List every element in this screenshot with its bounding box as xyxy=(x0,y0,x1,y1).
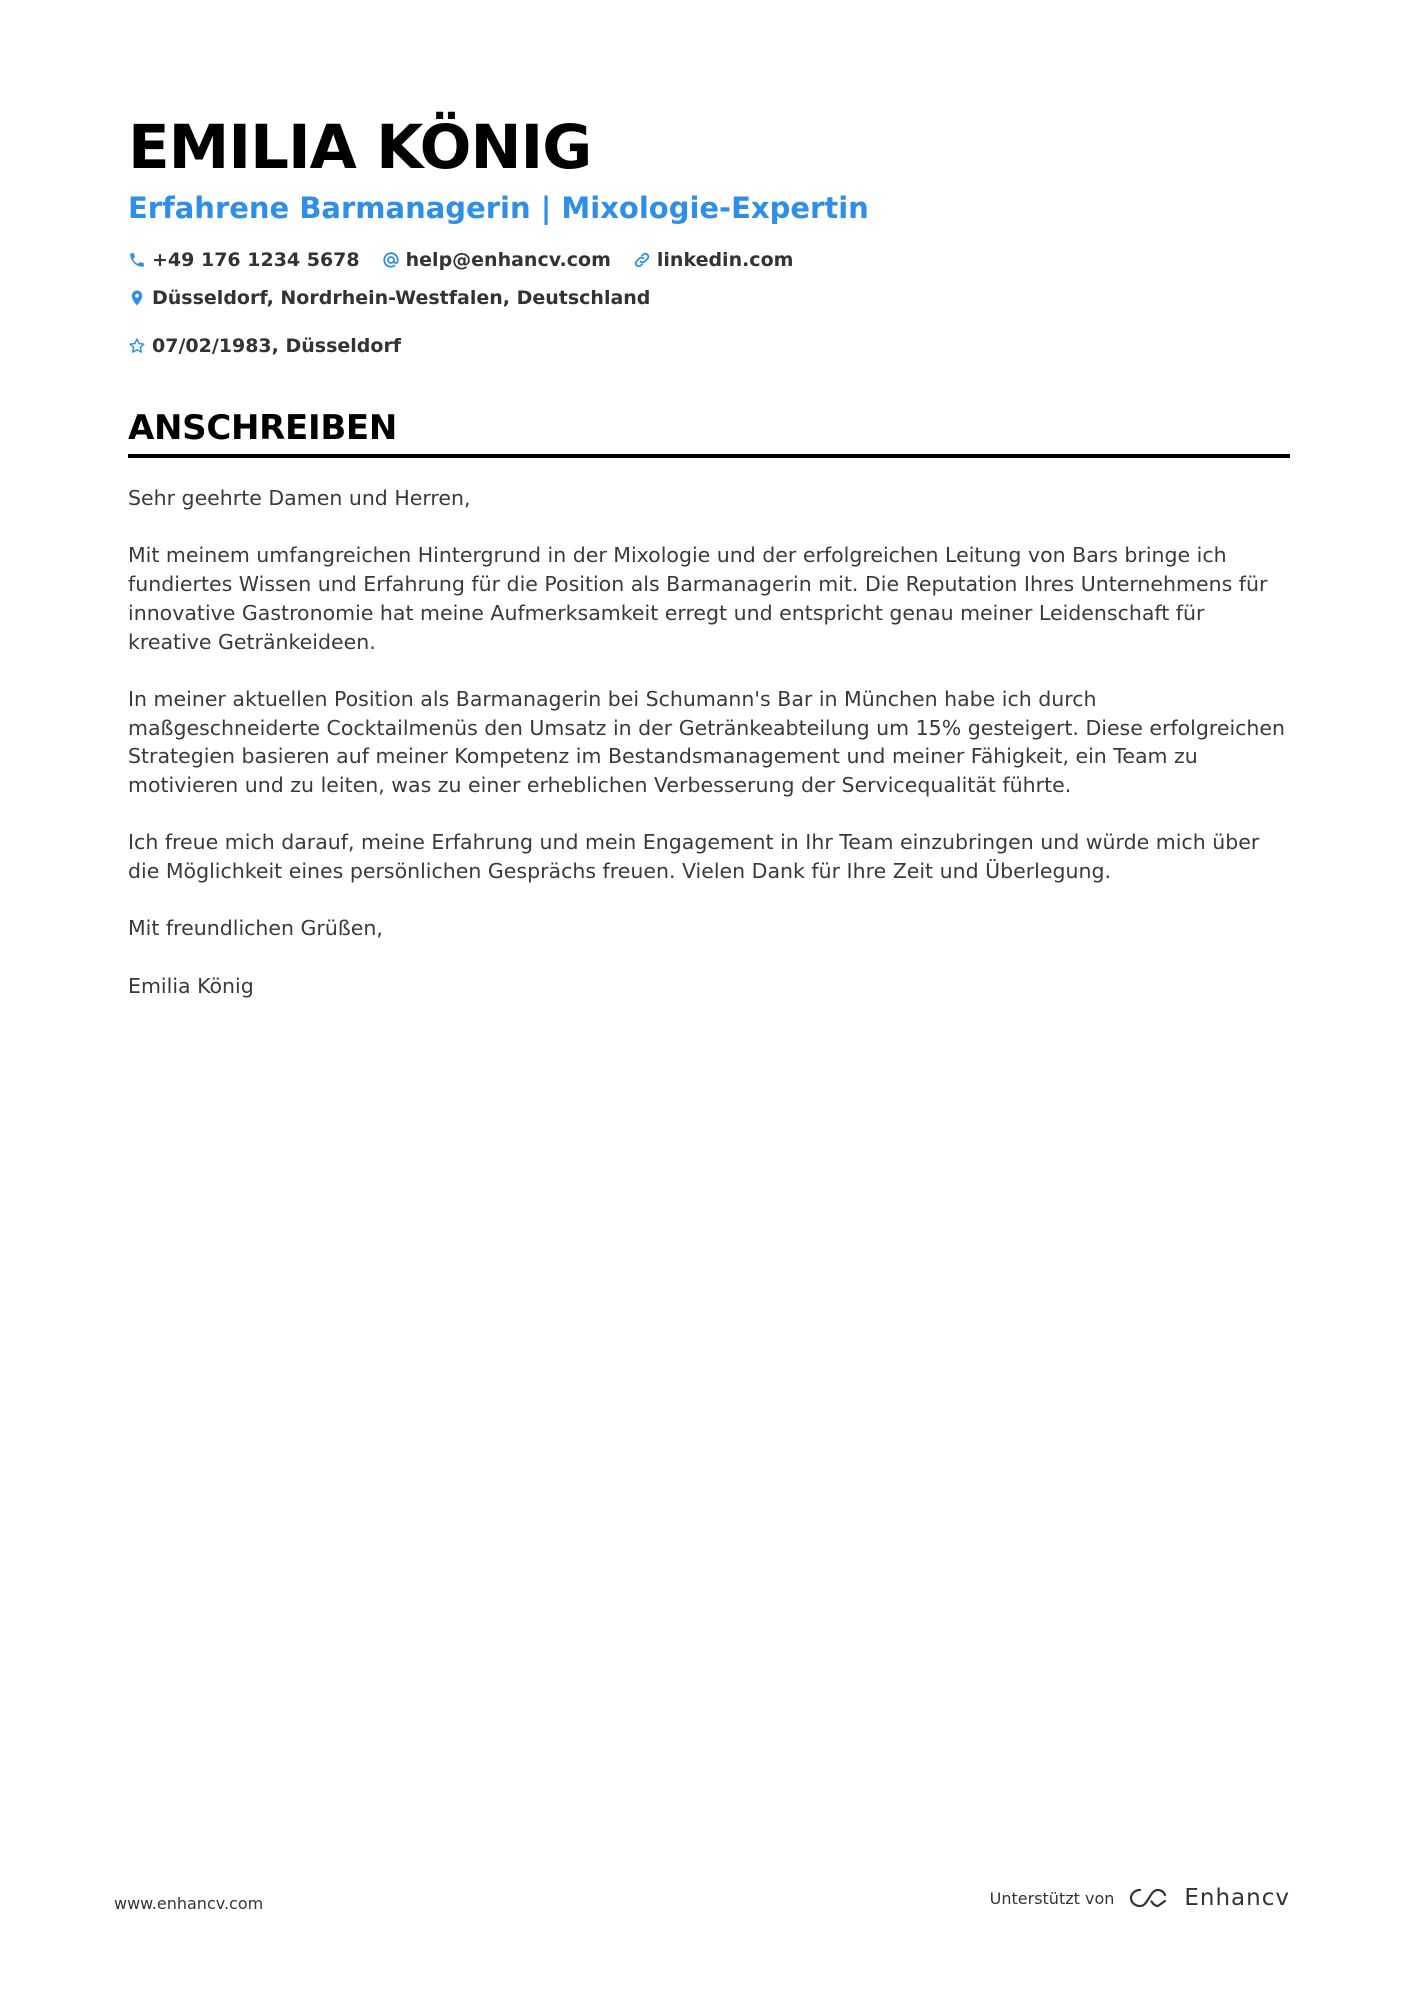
letter-closing: Mit freundlichen Grüßen, xyxy=(128,916,383,941)
contact-location xyxy=(128,284,650,312)
letter-greeting: Sehr geehrte Damen und Herren, xyxy=(128,486,471,510)
contact-phone xyxy=(128,246,360,274)
link-icon xyxy=(633,251,651,269)
at-icon xyxy=(382,251,400,269)
section-title: ANSCHREIBEN xyxy=(128,408,398,448)
birth-date-place: 07/02/1983, Düsseldorf xyxy=(152,335,402,357)
star-icon xyxy=(128,337,146,355)
footer-powered-by xyxy=(990,1885,1290,1911)
email-address: help@enhancv.com xyxy=(405,249,611,271)
header xyxy=(128,112,1288,360)
contact-linkedin xyxy=(633,246,794,274)
enhancv-brand: Enhancv xyxy=(1184,1885,1290,1911)
footer-website[interactable]: www.enhancv.com xyxy=(114,1894,264,1913)
letter-paragraph: Ich freue mich darauf, meine Erfahrung und mein Engagement in Ihr Team einzubringen und würde mich über die Möglichkeit eines persönlichen Gesprächs freuen. Vielen Dank für Ihre Zeit und Überlegung. xyxy=(128,830,1260,884)
linkedin-url: linkedin.com xyxy=(656,249,794,271)
letter-paragraph: Mit meinem umfangreichen Hintergrund in der Mixologie und der erfolgreichen Leitung von Bars bringe ich fundiertes Wissen und Erfahrung für die Position als Barmanagerin mit. Die Reputation Ihres Unternehmens für innovative Gastronomie hat meine Aufmerksamkeit erregt und entspricht genau meiner Leidenschaft für kreative Getränkeideen. xyxy=(128,543,1268,654)
letter-signature: Emilia König xyxy=(128,973,254,998)
contact-email xyxy=(382,246,611,274)
location-pin-icon xyxy=(128,289,146,307)
phone-number: +49 176 1234 5678 xyxy=(152,249,360,271)
candidate-headline: Erfahrene Barmanagerin | Mixologie-Expertin xyxy=(128,191,869,225)
candidate-name: EMILIA KÖNIG xyxy=(128,112,592,183)
letter-body xyxy=(128,484,1290,1001)
letter-paragraph: In meiner aktuellen Position als Barmanagerin bei Schumann's Bar in München habe ich durch maßgeschneiderte Cocktailmenüs den Umsatz in der Getränkeabteilung um 15% gesteigert. Diese erfolgreichen Strategien basieren auf meiner Kompetenz im Bestandsmanagement und meiner Fähigkeit, ein Team zu motivieren und zu leiten, was zu einer erheblichen Verbesserung der Servicequalität führte. xyxy=(128,686,1286,797)
contact-birth xyxy=(128,332,401,360)
section-divider xyxy=(128,454,1290,458)
location: Düsseldorf, Nordrhein-Westfalen, Deutschland xyxy=(152,287,651,309)
cover-letter-section xyxy=(128,406,1290,1029)
contact-list xyxy=(128,246,1288,360)
powered-by-label: Unterstützt von xyxy=(989,1888,1115,1908)
phone-icon xyxy=(128,251,146,269)
enhancv-logo-icon xyxy=(1126,1885,1172,1911)
